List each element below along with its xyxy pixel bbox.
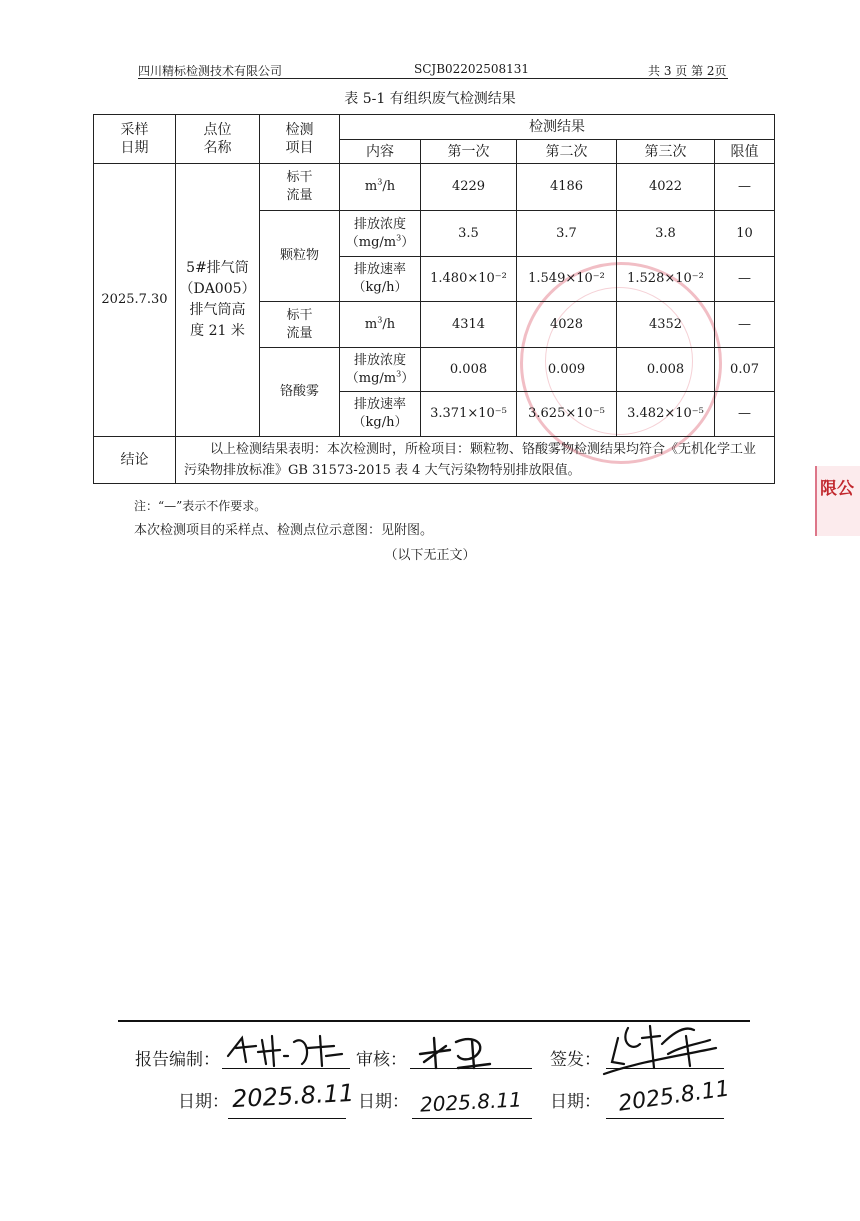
- report-number: SCJB02202508131: [414, 62, 530, 76]
- value-cell: 4229: [421, 164, 517, 211]
- item-chromic: 铬酸雾: [260, 348, 340, 437]
- approver-label: 签发：: [550, 1050, 601, 1070]
- compiler-label: 报告编制：: [135, 1050, 220, 1070]
- value-cell: 1.480×10⁻²: [421, 257, 517, 302]
- approver-signature: [598, 1018, 728, 1080]
- header-results: 检测结果: [340, 115, 775, 140]
- content-conc: 排放浓度 $(mg/m^3)$: [340, 211, 421, 257]
- limit-cell: 0.07: [715, 348, 775, 392]
- side-seal-text: 限公: [820, 479, 854, 499]
- value-cell: 1.528×10⁻²: [617, 257, 715, 302]
- value-cell: 4314: [421, 302, 517, 348]
- header-third: 第三次: [617, 140, 715, 164]
- value-cell: 3.5: [421, 211, 517, 257]
- table-title: 表 5-1 有组织废气检测结果: [344, 91, 516, 107]
- header-content: 内容: [340, 140, 421, 164]
- header-item: 检测 项目: [260, 115, 340, 164]
- header-first: 第一次: [421, 140, 517, 164]
- content-rate: 排放速率 （kg/h）: [340, 257, 421, 302]
- value-cell: 3.8: [617, 211, 715, 257]
- header-sample-date: 采样 日期: [94, 115, 176, 164]
- value-cell: 4022: [617, 164, 715, 211]
- date-handwritten-1: 2025.8.11: [231, 1078, 355, 1114]
- value-cell: 4186: [517, 164, 617, 211]
- value-cell: 0.009: [517, 348, 617, 392]
- end-of-text: （以下无正文）: [384, 548, 476, 563]
- note-dash: 注：“—”表示不作要求。: [134, 499, 267, 513]
- date-label-3: 日期：: [550, 1092, 601, 1112]
- limit-cell: 10: [715, 211, 775, 257]
- limit-cell: —: [715, 257, 775, 302]
- value-cell: 0.008: [421, 348, 517, 392]
- date-handwritten-3: 2025.8.11: [616, 1076, 732, 1117]
- date-underline-1: [228, 1118, 346, 1119]
- location-cell: 5#排气筒 （DA005） 排气筒高 度 21 米: [176, 164, 260, 437]
- results-table: [93, 114, 775, 484]
- content-rate: 排放速率 （kg/h）: [340, 392, 421, 437]
- value-cell: 4028: [517, 302, 617, 348]
- item-flow-1: 标干 流量: [260, 164, 340, 211]
- date-label-1: 日期：: [178, 1092, 229, 1112]
- header-limit: 限值: [715, 140, 775, 164]
- value-cell: 3.482×10⁻⁵: [617, 392, 715, 437]
- value-cell: 3.371×10⁻⁵: [421, 392, 517, 437]
- note-diagram: 本次检测项目的采样点、检测点位示意图：见附图。: [134, 523, 434, 538]
- company-name: 四川精标检测技术有限公司: [138, 64, 283, 78]
- value-cell: 4352: [617, 302, 715, 348]
- value-cell: 1.549×10⁻²: [517, 257, 617, 302]
- date-label-2: 日期：: [358, 1092, 409, 1112]
- date-handwritten-2: 2025.8.11: [419, 1087, 523, 1117]
- value-cell: 3.625×10⁻⁵: [517, 392, 617, 437]
- compiler-signature: [222, 1026, 350, 1070]
- content-unit: $m^3/h$: [340, 302, 421, 348]
- date-underline-3: [606, 1118, 724, 1119]
- limit-cell: —: [715, 302, 775, 348]
- item-pm: 颗粒物: [260, 211, 340, 302]
- item-flow-2: 标干 流量: [260, 302, 340, 348]
- value-cell: 3.7: [517, 211, 617, 257]
- reviewer-signature: [410, 1026, 532, 1070]
- value-cell: 0.008: [617, 348, 715, 392]
- reviewer-label: 审核：: [356, 1050, 407, 1070]
- limit-cell: —: [715, 164, 775, 211]
- content-unit: $m^3/h$: [340, 164, 421, 211]
- conclusion-text: 以上检测结果表明：本次检测时，所检项目：颗粒物、铬酸雾物检测结果均符合《无机化学工业污染物排放标准》GB 31573-2015 表 4 大气污染物特别排放限值。: [176, 437, 775, 484]
- page-info: 共 3 页 第 2页: [648, 64, 727, 78]
- header-second: 第二次: [517, 140, 617, 164]
- conclusion-label: 结论: [94, 437, 176, 484]
- header-location: 点位 名称: [176, 115, 260, 164]
- date-underline-2: [412, 1118, 532, 1119]
- content-conc: 排放浓度 $(mg/m^3)$: [340, 348, 421, 392]
- limit-cell: —: [715, 392, 775, 437]
- header-rule: [138, 78, 728, 79]
- sample-date-cell: 2025.7.30: [94, 164, 176, 437]
